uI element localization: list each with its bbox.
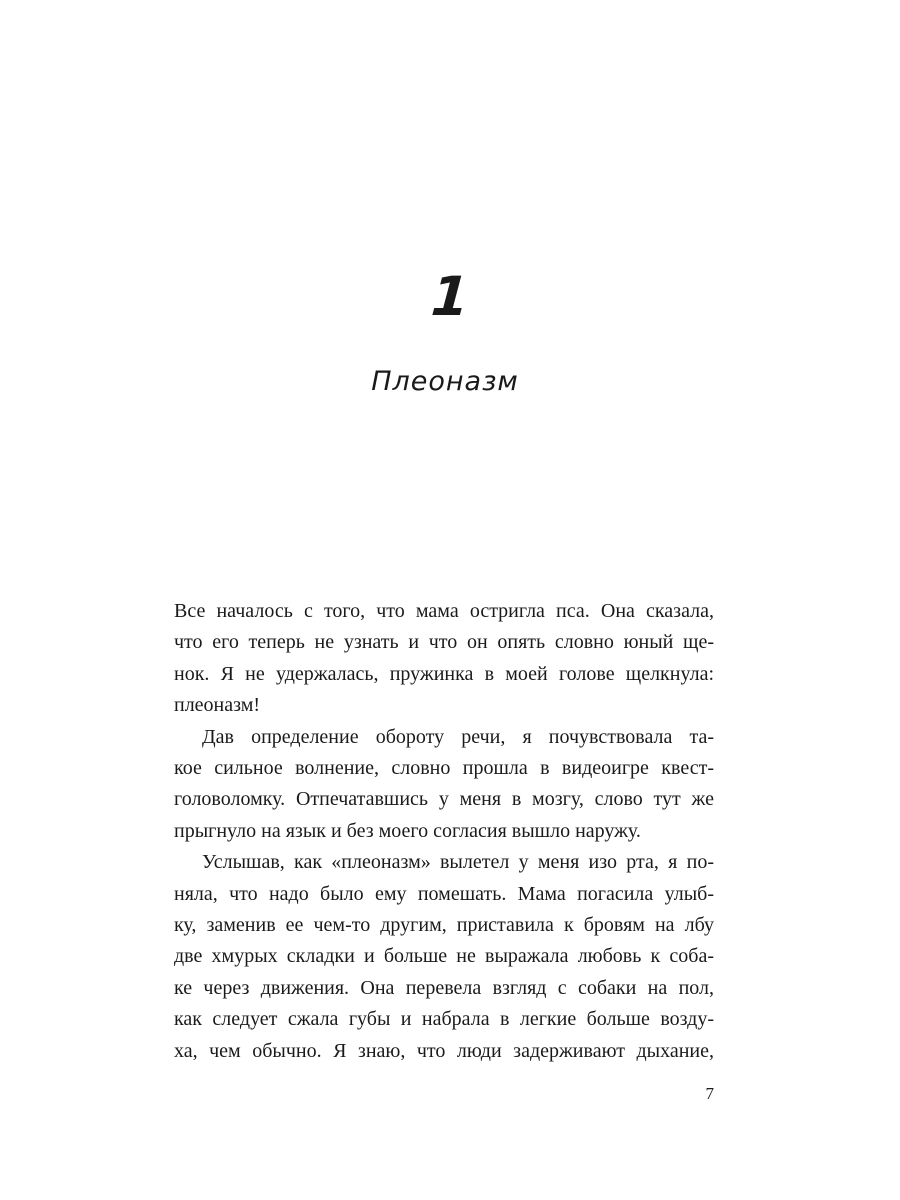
page-number: 7	[705, 1084, 714, 1103]
text-line: кое сильное волнение, словно прошла в видеоигре квест-	[174, 757, 714, 780]
text-line: Услышав, как «плеоназм» вылетел у меня изо рта, я по-	[202, 851, 714, 874]
body-text	[174, 596, 714, 1067]
text-line: головоломку. Отпечатавшись у меня в мозгу, слово тут же	[174, 788, 714, 811]
text-line: Дав определение обороту речи, я почувствовала та-	[202, 725, 714, 748]
text-line: нок. Я не удержалась, пружинка в моей голове щелкнула:	[174, 662, 714, 685]
text-line: ку, заменив ее чем-то другим, приставила к бровям на лбу	[174, 914, 714, 937]
text-line: Все началось с того, что мама остригла пса. Она сказала,	[174, 600, 714, 622]
text-line: прыгнуло на язык и без моего согласия вышло наружу.	[174, 819, 641, 842]
text-line: плеоназм!	[174, 694, 261, 717]
text-line: ке через движения. Она перевела взгляд с собаки на пол,	[174, 976, 714, 999]
text-line: няла, что надо было ему помешать. Мама погасила улыб-	[174, 882, 714, 905]
text-line: две хмурых складки и больше не выражала любовь к соба-	[174, 945, 714, 968]
text-line: что его теперь не узнать и что он опять словно юный ще-	[174, 631, 714, 654]
text-line: как следует сжала губы и набрала в легкие больше возду-	[174, 1008, 714, 1031]
chapter-number: 1	[429, 265, 472, 328]
chapter-title: Плеоназм	[371, 366, 519, 397]
text-line: ха, чем обычно. Я знаю, что люди задерживают дыхание,	[174, 1039, 714, 1062]
